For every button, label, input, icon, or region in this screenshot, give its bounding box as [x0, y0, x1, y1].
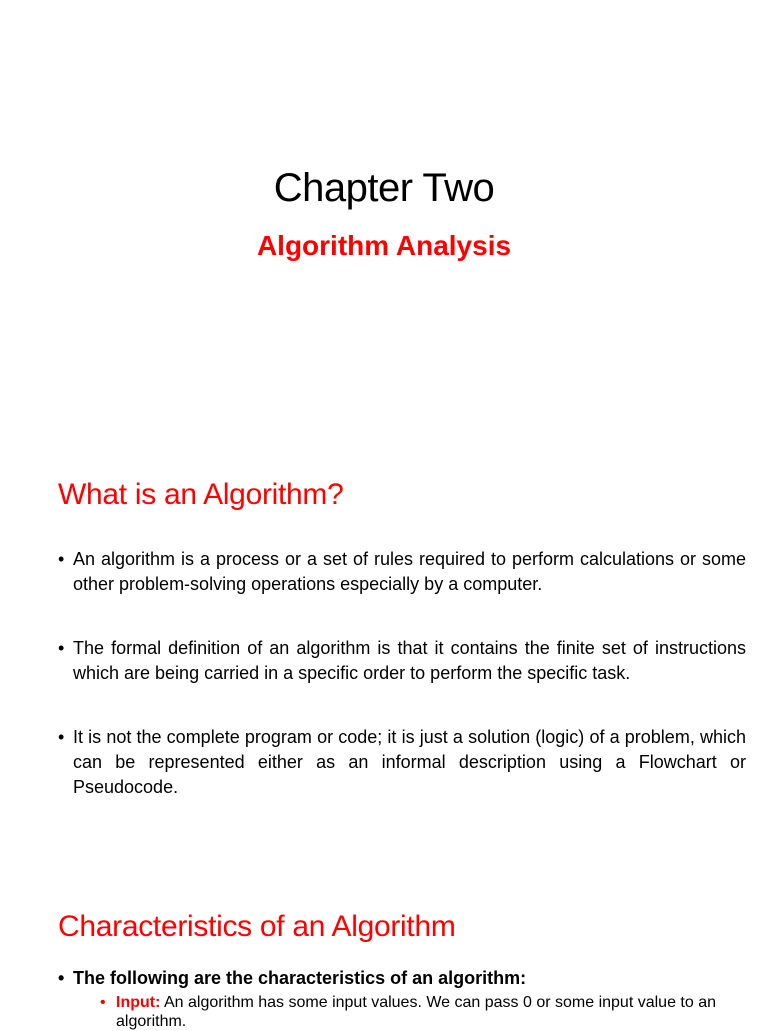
- definition-bullet-list: [58, 547, 746, 800]
- bullet-dot-icon: •: [58, 638, 65, 658]
- characteristic-text: An algorithm has some input values. We can pass 0 or some input value to an algorithm.: [116, 994, 716, 1030]
- bullet-dot-icon: •: [58, 727, 65, 747]
- bullet-item: [58, 725, 746, 800]
- chapter-subtitle: Algorithm Analysis: [256, 230, 512, 261]
- characteristic-term: Input:: [116, 994, 161, 1011]
- section-heading: Characteristics of an Algorithm: [58, 910, 456, 943]
- bullet-dot-icon: •: [58, 968, 65, 988]
- title-slide: [0, 0, 768, 420]
- section-heading: What is an Algorithm?: [58, 478, 344, 511]
- bullet-dot-icon: •: [58, 549, 65, 569]
- characteristic-item: [100, 993, 746, 1031]
- characteristics-bullet-list: [58, 966, 746, 1031]
- characteristics-slide: [0, 840, 768, 1030]
- bullet-item: [58, 636, 746, 686]
- bullet-dot-icon: •: [100, 994, 106, 1011]
- bullet-item: [58, 966, 746, 1031]
- bullet-item: [58, 547, 746, 597]
- bullet-text: The formal definition of an algorithm is that it contains the finite set of instructions which are being carried in a specific order to perform the specific task.: [73, 638, 746, 683]
- bullet-text: It is not the complete program or code; it is just a solution (logic) of a problem, which can be represented either as an informal description using a Flowchart or Pseudocode.: [73, 727, 746, 797]
- definition-slide: [0, 420, 768, 840]
- bullet-text: An algorithm is a process or a set of rules required to perform calculations or some other problem-solving operations especially by a computer.: [73, 549, 746, 594]
- characteristics-sub-list: [73, 993, 746, 1031]
- bullet-text: The following are the characteristics of an algorithm:: [73, 968, 527, 988]
- chapter-title: Chapter Two: [273, 166, 495, 210]
